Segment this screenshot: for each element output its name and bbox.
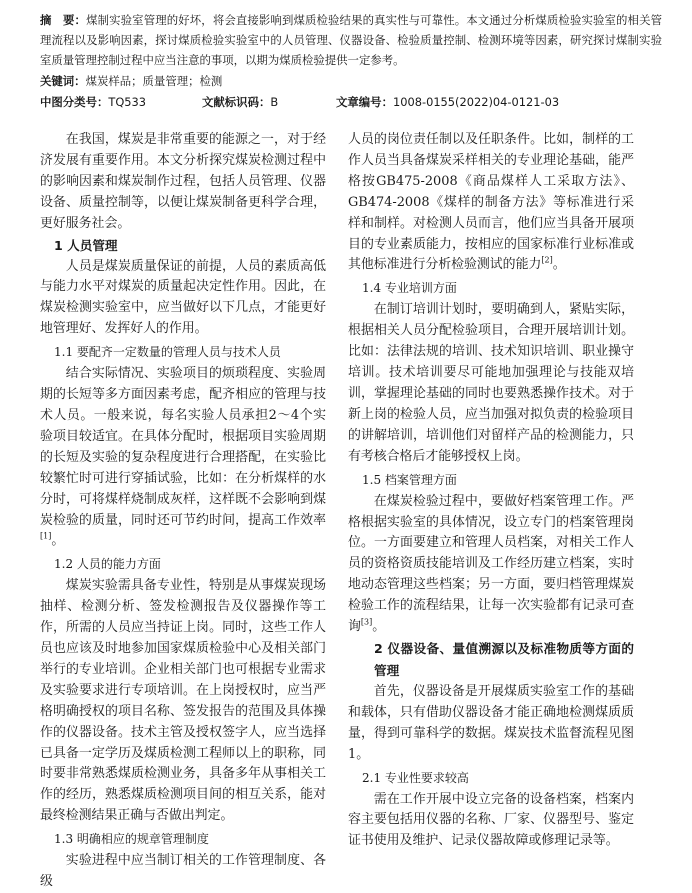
paragraph: 在煤炭检验过程中，要做好档案管理工作。严格根据实验室的具体情况，设立专门的档案管理岗位。一方面要建立和管理人员档案，对相关工作人员的资格资质技能培训及工作经历建立档案，实时地动态管理这些档案；另一方面，要归档管理煤炭检验工作的流程结果，让每一次实验都有记录可查询[3]。 [348, 493, 634, 635]
paragraph: 需在工作开展中设立完备的设备档案，档案内容主要包括用仪器的名称、厂家、仪器型号、鉴定证书使用及维护、记录仪器故障或修理记录等。 [348, 791, 634, 849]
paragraph: 人员的岗位责任制以及任职条件。比如，制样的工作人员当具备煤炭采样相关的专业理论基础，能严格按GB475-2008《商品煤样人工采取方法》、GB474-2008《煤样的制备方法》等标准进行采样和制样。对检测人员而言，他们应当具备开展项目的专业素质能力，按相应的国家标准行业标准或其他标准进行分析检验测试的能力[2]。 [348, 132, 634, 273]
citation: [1] [40, 532, 52, 542]
left-column [40, 130, 326, 893]
keywords [40, 73, 222, 89]
document-code [202, 94, 278, 110]
clc-label: 中图分类号： [40, 95, 109, 109]
section-heading-1: 1 人员管理 [54, 237, 118, 253]
subsection-heading-1-5: 1.5 档案管理方面 [362, 472, 457, 487]
subsection-heading-1-3: 1.3 明确相应的规章管理制度 [54, 832, 209, 847]
paragraph: 人员是煤炭质量保证的前提，人员的素质高低与能力水平对煤炭的质量起决定性作用。因此，在煤炭检测实验室中，应当做好以下几点，才能更好地管理好、发挥好人的作用。 [40, 258, 326, 337]
paragraph: 结合实际情况、实验项目的烦琐程度、实验周期的长短等多方面因素考虑，配齐相应的管理与技术人员。一般来说，每名实验人员承担2～4个实验项目较适宜。在具体分配时，根据项目实验周期的长短及实验的复杂程度进行合理搭配，在实验比较繁忙时可进行穿插试验，比如：在分析煤样的水分时，可将煤样烧制成灰样，这样既不会影响到煤炭检验的质量，同时还可节约时间，提高工作效率[1]。 [40, 366, 326, 549]
keywords-label: 关键词： [40, 74, 86, 88]
article-no-value: 1008-0155(2022)04-0121-03 [392, 95, 560, 109]
subsection-heading-1-1: 1.1 要配齐一定数量的管理人员与技术人员 [54, 345, 281, 360]
doc-code-value: B [270, 95, 279, 109]
right-column [348, 130, 634, 852]
subsection-heading-2-1: 2.1 专业性要求较高 [362, 770, 469, 785]
abstract [40, 10, 662, 70]
clc-number [40, 94, 146, 110]
subsection-heading-1-2: 1.2 人员的能力方面 [54, 557, 161, 572]
section-heading-2: 2 仪器设备、量值溯源以及标准物质等方面的管理 [374, 640, 634, 678]
citation: [2] [541, 256, 553, 266]
paragraph: 实验进程中应当制订相关的工作管理制度、各级 [40, 853, 326, 890]
doc-code-label: 文献标识码： [202, 95, 271, 109]
subsection-heading-1-4: 1.4 专业培训方面 [362, 281, 457, 296]
keywords-text: 煤炭样品；质量管理；检测 [85, 74, 223, 88]
paragraph: 在制订培训计划时，要明确到人，紧贴实际，根据相关人员分配检验项目，合理开展培训计划。比如：法律法规的培训、技术知识培训、职业操守培训。技术培训要尽可能地加强理论与技能双培训，掌握理论基础的同时也要熟悉操作技术。对于新上岗的检验人员，应当加强对拟负责的检验项目的讲解培训，培训他们对留样产品的检测能力，只有考核合格后才能够授权上岗。 [348, 302, 634, 464]
article-no-label: 文章编号： [336, 95, 393, 109]
abstract-text: 煤制实验室管理的好坏，将会直接影响到煤质检验结果的真实性与可靠性。本文通过分析煤质检验实验室的相关管理流程以及影响因素，探讨煤质检验实验室中的人员管理、仪器设备、检验质量控制、检测环境等因素，研究探讨煤制实验室质量管理控制过程中应当注意的事项，以期为煤质检验提供一定参考。 [40, 13, 662, 67]
paragraph: 在我国，煤炭是非常重要的能源之一，对于经济发展有重要作用。本文分析探究煤炭检测过程中的影响因素和煤炭制作过程，包括人员管理、仪器设备、质量控制等，以便让煤炭制备更科学合理，更好服务社会。 [40, 132, 326, 231]
paragraph: 首先，仪器设备是开展煤质实验室工作的基础和载体，只有借助仪器设备才能正确地检测煤质质量，得到可靠科学的数据。煤炭技术监督流程见图1。 [348, 683, 634, 762]
abstract-label: 摘 要： [40, 13, 87, 27]
paragraph: 煤炭实验需具备专业性，特别是从事煤炭现场抽样、检测分析、签发检测报告及仪器操作等工作，所需的人员应当持证上岗。同时，这些工作人员也应该及时地参加国家煤质检验中心及相关部门举行的专业培训。企业相关部门也可根据专业需求及实验要求进行专项培训。在上岗授权时，应当严格明确授权的项目名称、签发报告的范围及具体操作的仪器设备。技术主管及授权签字人，应当选择已具备一定学历及煤质检测工程师以上的职称，同时要非常熟悉煤质检测业务，具备多年从事相关工作的经历，熟悉煤质检测项目间的相互关系，能对最终检测结果正确与否做出判定。 [40, 578, 326, 824]
clc-value: TQ533 [108, 95, 147, 109]
article-number [336, 94, 559, 110]
citation: [3] [360, 617, 373, 627]
